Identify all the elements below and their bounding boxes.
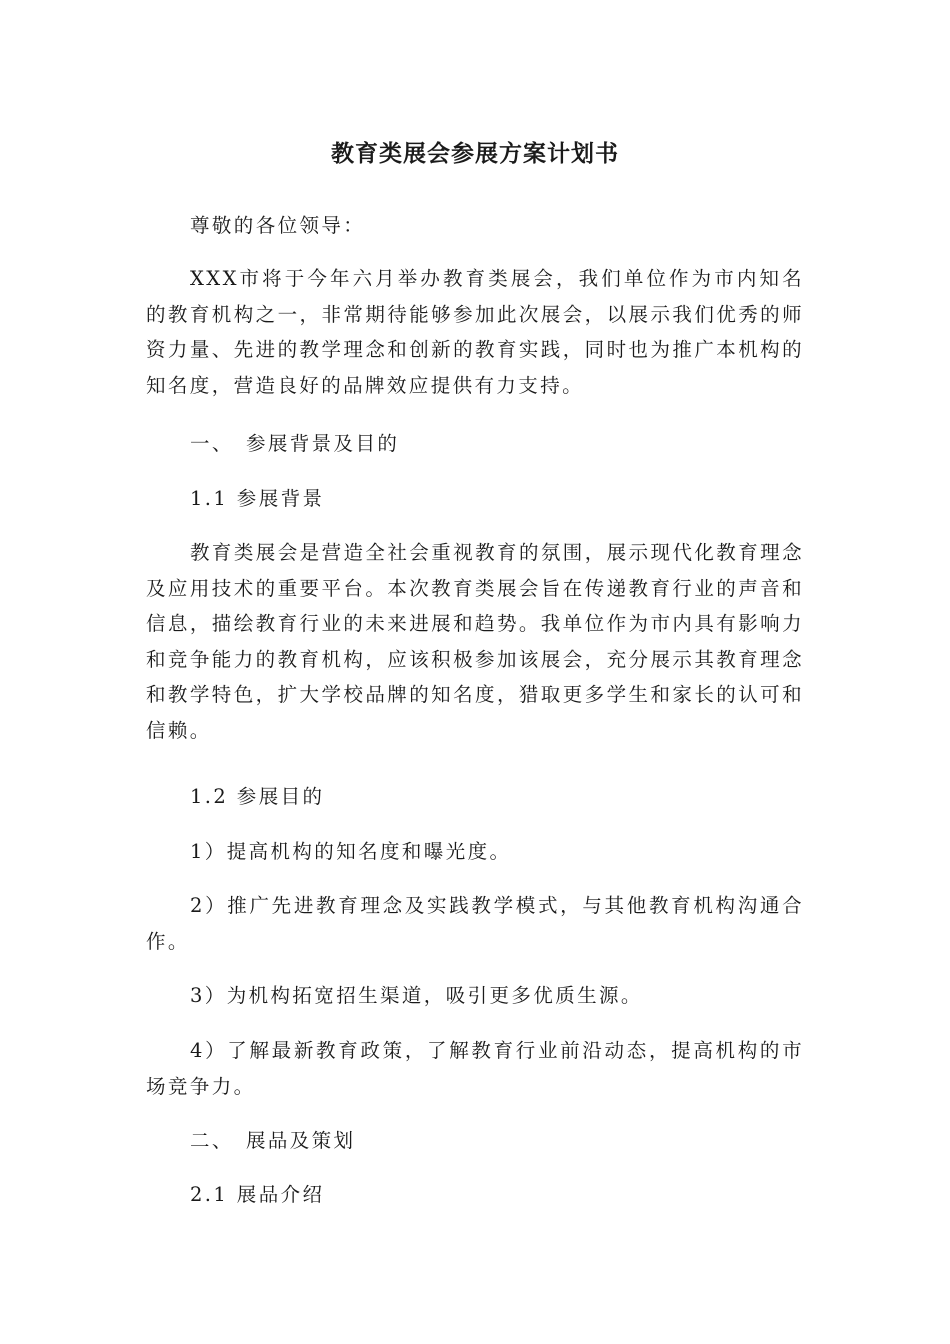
goal-item: 1）提高机构的知名度和曝光度。 <box>190 840 512 863</box>
section-2-1-heading: 2.1 展品介绍 <box>190 1183 325 1206</box>
section-1-1-body: 教育类展会是营造全社会重视教育的氛围，展示现代化教育理念及应用技术的重要平台。本次教育类展会旨在传递教育行业的声音和信息，描绘教育行业的未来进展和趋势。我单位作为市内具有影响力和竞争能力的教育机构，应该积极参加该展会，充分展示其教育理念和教学特色，扩大学校品牌的知名度，猎取更多学生和家长的认可和信赖。 <box>146 541 804 742</box>
section-1-2-heading: 1.2 参展目的 <box>190 785 325 808</box>
intro-paragraph: XXX市将于今年六月举办教育类展会，我们单位作为市内知名的教育机构之一，非常期待能够参加此次展会，以展示我们优秀的师资力量、先进的教学理念和创新的教育实践，同时也为推广本机构的知名度，营造良好的品牌效应提供有力支持。 <box>146 267 804 397</box>
section-1-heading: 一、 参展背景及目的 <box>190 432 400 455</box>
goal-item: 4）了解最新教育政策，了解教育行业前沿动态，提高机构的市场竞争力。 <box>146 1039 804 1098</box>
goal-item: 3）为机构拓宽招生渠道，吸引更多优质生源。 <box>190 984 643 1007</box>
document-title: 教育类展会参展方案计划书 <box>331 141 619 167</box>
section-1-1-heading: 1.1 参展背景 <box>190 487 325 510</box>
section-2-heading: 二、 展品及策划 <box>190 1129 356 1152</box>
goal-item: 2）推广先进教育理念及实践教学模式，与其他教育机构沟通合作。 <box>146 894 804 953</box>
greeting: 尊敬的各位领导： <box>190 214 366 237</box>
